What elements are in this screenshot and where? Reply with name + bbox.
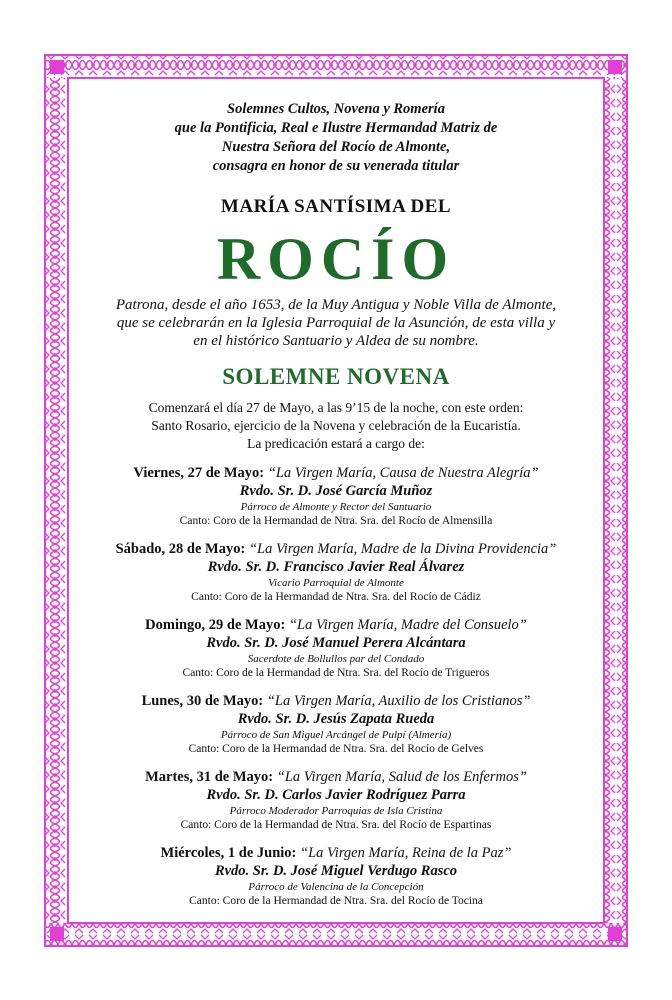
day-canto: Canto: Coro de la Hermandad de Ntra. Sra. del Rocío de Gelves xyxy=(188,743,484,755)
day-date: Viernes, 27 de Mayo: xyxy=(133,465,265,481)
day-date: Miércoles, 1 de Junio: xyxy=(160,845,297,861)
day-role: Párroco de San Miguel Arcángel de Pulpí (Almería) xyxy=(220,729,452,741)
document-body xyxy=(70,100,602,909)
order-line: Santo Rosario, ejercicio de la Novena y celebración de la Eucaristía. xyxy=(151,418,521,433)
day-preacher: Rvdo. Sr. D. Francisco Javier Real Álvarez xyxy=(207,559,465,575)
day-theme: “La Virgen María, Auxilio de los Cristianos” xyxy=(266,693,531,709)
day-date: Martes, 31 de Mayo: xyxy=(145,769,274,785)
order-line: Comenzará el día 27 de Mayo, a las 9’15 de la noche, con este orden: xyxy=(148,400,524,415)
main-title: ROCÍO xyxy=(216,226,456,292)
day-heading xyxy=(70,844,602,862)
day-canto: Canto: Coro de la Hermandad de Ntra. Sra. del Rocío de Espartinas xyxy=(180,819,492,831)
day-role: Párroco de Almonte y Rector del Santuario xyxy=(240,501,432,513)
day-preacher: Rvdo. Sr. D. Carlos Javier Rodríguez Parra xyxy=(206,787,466,803)
day-heading xyxy=(70,616,602,634)
novena-heading: SOLEMNE NOVENA xyxy=(222,364,450,389)
day-canto: Canto: Coro de la Hermandad de Ntra. Sra. del Rocío de Trigueros xyxy=(182,667,490,679)
day-canto: Canto: Coro de la Hermandad de Ntra. Sra. del Rocío de Tocina xyxy=(189,895,483,907)
order-text xyxy=(70,399,602,453)
patrona-text xyxy=(70,296,602,350)
day-heading xyxy=(70,464,602,482)
intro-line: Solemnes Cultos, Novena y Romería xyxy=(227,101,445,117)
day-theme: “La Virgen María, Salud de los Enfermos” xyxy=(276,769,527,785)
order-line: La predicación estará a cargo de: xyxy=(247,436,425,451)
novena-day xyxy=(70,692,602,757)
novena-day xyxy=(70,844,602,909)
day-theme: “La Virgen María, Causa de Nuestra Alegría” xyxy=(267,465,539,481)
day-preacher: Rvdo. Sr. D. José Manuel Perera Alcántara xyxy=(206,635,466,651)
day-theme: “La Virgen María, Madre del Consuelo” xyxy=(288,617,527,633)
day-date: Domingo, 29 de Mayo: xyxy=(145,617,286,633)
day-date: Sábado, 28 de Mayo: xyxy=(115,541,246,557)
day-role: Párroco de Valencina de la Concepción xyxy=(248,881,424,893)
novena-day xyxy=(70,768,602,833)
patrona-line: que se celebrarán en la Iglesia Parroquial de la Asunción, de esta villa y xyxy=(116,315,556,331)
day-canto: Canto: Coro de la Hermandad de Ntra. Sra. del Rocío de Cádiz xyxy=(191,591,481,603)
subtitle: MARÍA SANTÍSIMA DEL xyxy=(220,196,452,217)
day-role: Vicario Parroquial de Almonte xyxy=(268,577,404,589)
day-preacher: Rvdo. Sr. D. José Miguel Verdugo Rasco xyxy=(214,863,458,879)
novena-day xyxy=(70,464,602,529)
day-role: Sacerdote de Bollullos par del Condado xyxy=(247,653,425,665)
intro-line: Nuestra Señora del Rocío de Almonte, xyxy=(221,139,451,155)
day-preacher: Rvdo. Sr. D. José García Muñoz xyxy=(239,483,433,499)
intro-text xyxy=(70,100,602,176)
patrona-line: en el histórico Santuario y Aldea de su nombre. xyxy=(193,333,479,349)
intro-line: que la Pontificia, Real e Ilustre Hermandad Matriz de xyxy=(174,120,498,136)
intro-line: consagra en honor de su venerada titular xyxy=(212,158,460,174)
day-canto: Canto: Coro de la Hermandad de Ntra. Sra. del Rocío de Almensilla xyxy=(179,515,493,527)
day-heading xyxy=(70,540,602,558)
novena-day xyxy=(70,616,602,681)
patrona-line: Patrona, desde el año 1653, de la Muy Antigua y Noble Villa de Almonte, xyxy=(115,297,557,313)
day-role: Párroco Moderador Parroquias de Isla Cristina xyxy=(229,805,443,817)
day-date: Lunes, 30 de Mayo: xyxy=(141,693,264,709)
day-heading xyxy=(70,692,602,710)
day-theme: “La Virgen María, Reina de la Paz” xyxy=(300,845,512,861)
novena-day xyxy=(70,540,602,605)
day-theme: “La Virgen María, Madre de la Divina Providencia” xyxy=(248,541,557,557)
day-heading xyxy=(70,768,602,786)
day-preacher: Rvdo. Sr. D. Jesús Zapata Rueda xyxy=(237,711,435,727)
